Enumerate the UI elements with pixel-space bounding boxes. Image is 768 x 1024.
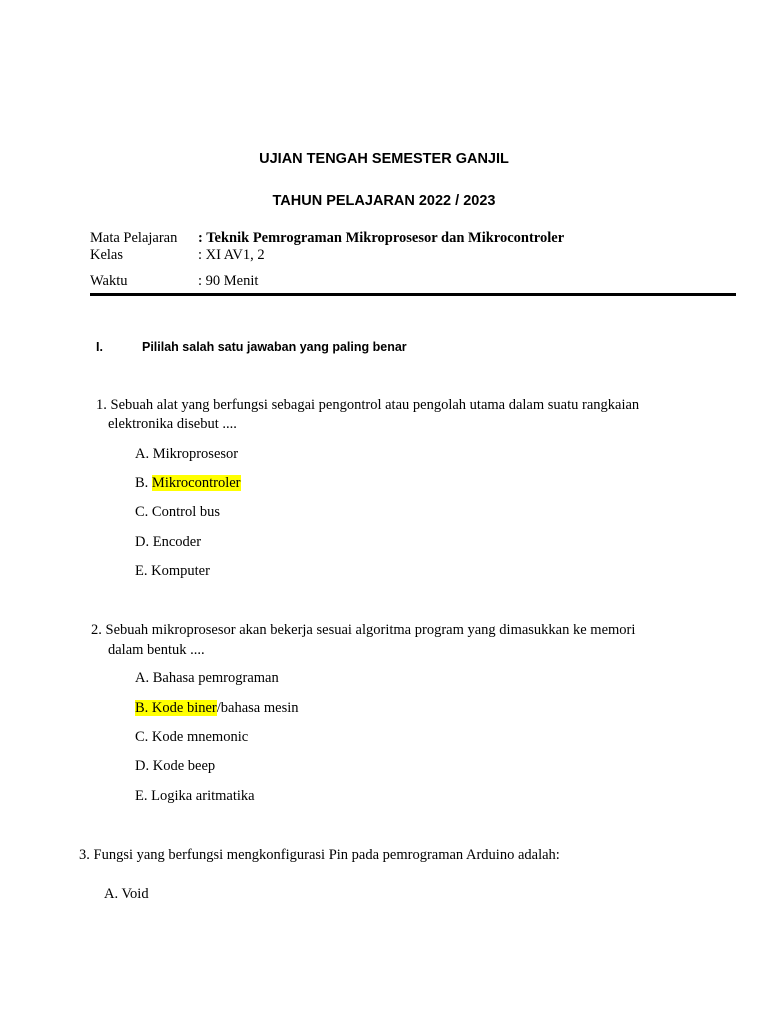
header-divider [90, 293, 736, 296]
q1-option-c: C. Control bus [135, 504, 220, 520]
q3-option-a: A. Void [104, 886, 149, 902]
exam-title: UJIAN TENGAH SEMESTER GANJIL [259, 151, 509, 167]
time-value: : 90 Menit [198, 273, 259, 289]
q2-option-e: E. Logika aritmatika [135, 788, 255, 804]
q2-option-b-highlight: B. Kode biner [135, 700, 217, 716]
q1-option-b-highlight: Mikrocontroler [151, 475, 241, 491]
q2-option-d: D. Kode beep [135, 758, 216, 774]
subject-value: : Teknik Pemrograman Mikroprosesor dan Mikrocontroler [198, 230, 565, 246]
academic-year: TAHUN PELAJARAN 2022 / 2023 [272, 193, 496, 209]
question-1-line1: 1. Sebuah alat yang berfungsi sebagai pengontrol atau pengolah utama dalam suatu rangkaian [96, 397, 640, 413]
q1-option-d: D. Encoder [135, 534, 202, 550]
q2-option-b-rest: /bahasa mesin [216, 700, 299, 716]
q1-option-b [135, 475, 241, 492]
q1-option-a: A. Mikroprosesor [135, 446, 239, 462]
q2-option-a: A. Bahasa pemrograman [135, 670, 279, 686]
q2-option-c: C. Kode mnemonic [135, 729, 249, 745]
class-value: : XI AV1, 2 [198, 247, 265, 263]
class-label: Kelas [90, 247, 124, 263]
question-2-line1: 2. Sebuah mikroprosesor akan bekerja sesuai algoritma program yang dimasukkan ke memori [91, 622, 636, 638]
question-3-line1: 3. Fungsi yang berfungsi mengkonfigurasi Pin pada pemrograman Arduino adalah: [79, 847, 560, 863]
time-label: Waktu [90, 273, 128, 289]
question-1-line2: elektronika disebut .... [108, 416, 237, 432]
q1-option-b-prefix: B. [135, 475, 152, 491]
section-instruction: Pililah salah satu jawaban yang paling benar [142, 340, 407, 354]
section-number: I. [96, 340, 103, 354]
q2-option-b [135, 700, 299, 717]
subject-label: Mata Pelajaran [90, 230, 178, 246]
q1-option-e: E. Komputer [135, 563, 210, 579]
question-2-line2: dalam bentuk .... [108, 642, 205, 658]
